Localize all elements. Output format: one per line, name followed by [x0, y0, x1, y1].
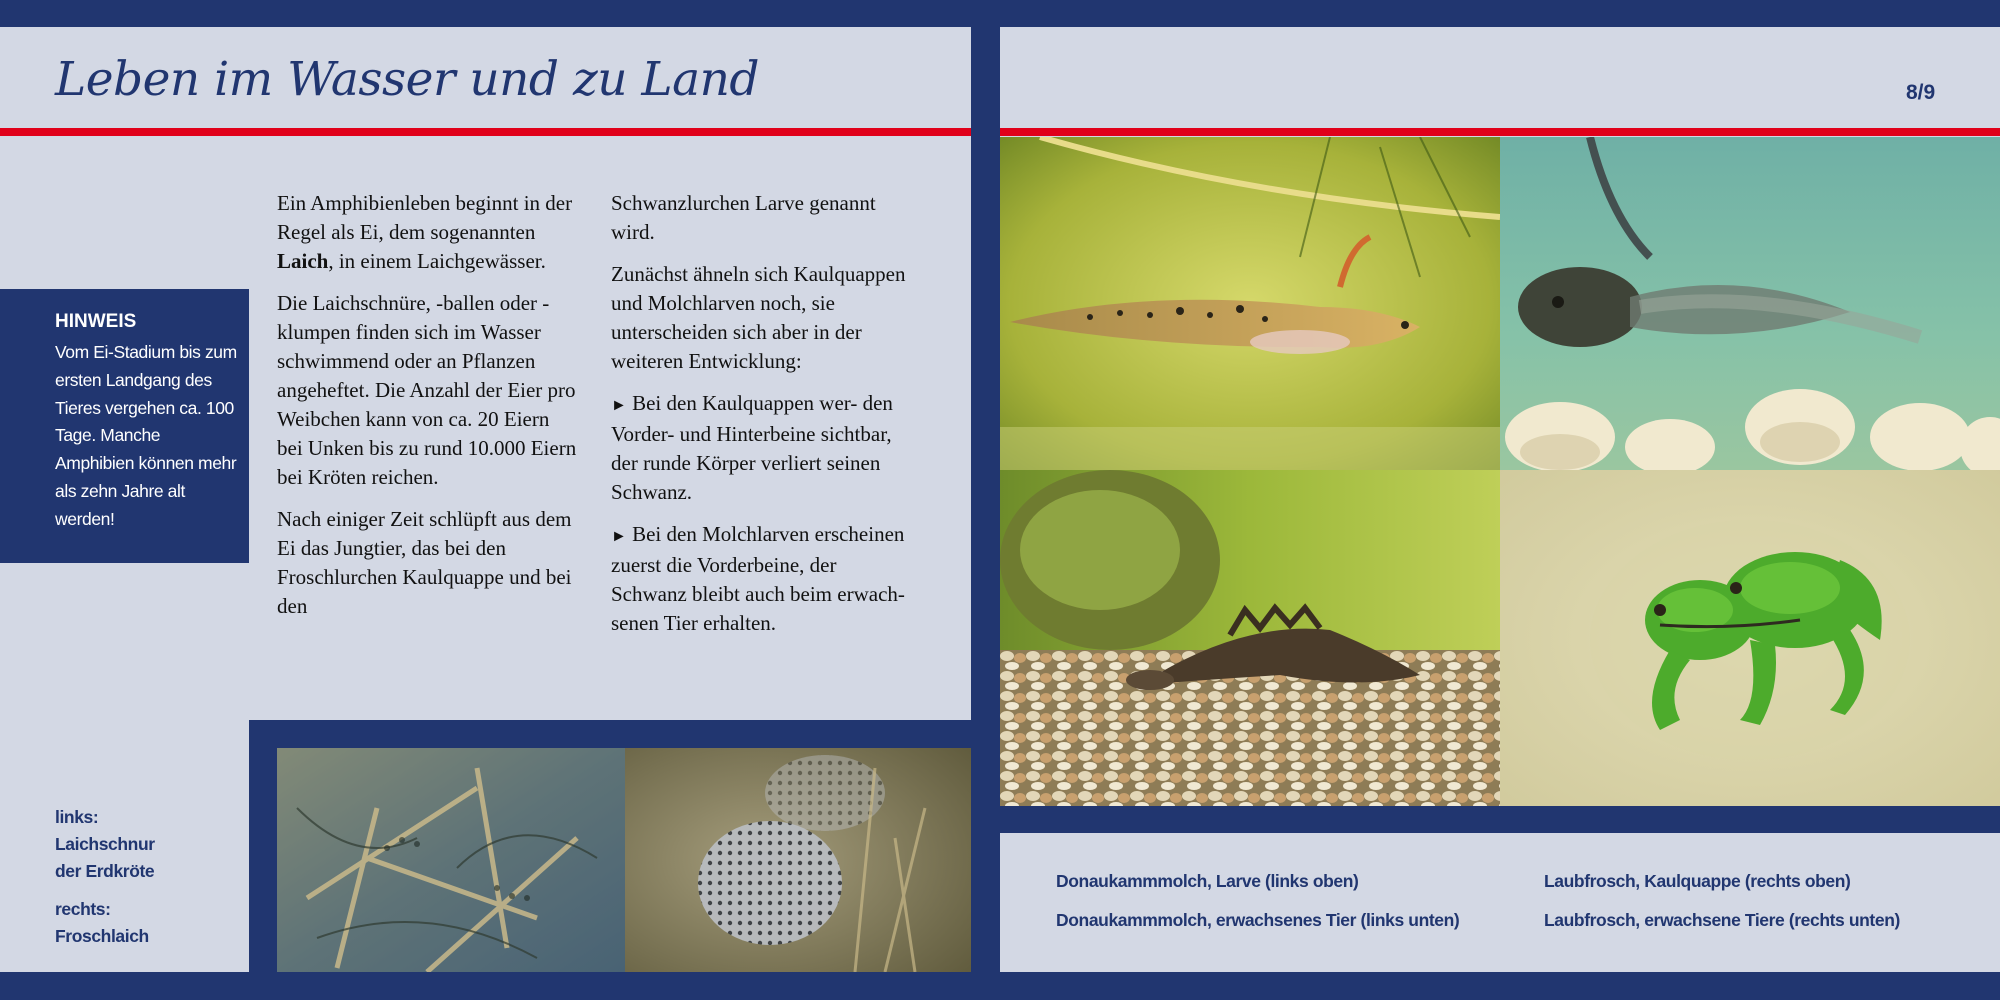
paragraph-4: Schwanzlurchen Larve genannt wird. — [611, 191, 876, 244]
caption-right-text: Froschlaich — [55, 926, 149, 946]
photo-tadpole — [1500, 137, 2000, 470]
bullet-arrow-icon: ► — [611, 528, 627, 545]
caption-panel-right — [1000, 833, 2000, 972]
caption-left-text-line-2: der Erdkröte — [55, 861, 155, 881]
text-column-1 — [277, 189, 577, 634]
caption-left-text-line-1: Laichschnur — [55, 834, 155, 854]
caption-left-photo — [55, 804, 155, 885]
photo-adult-newt — [1000, 470, 1500, 806]
photo-newt-larva — [1000, 137, 1500, 470]
hint-box — [0, 289, 249, 563]
caption-tree-frogs: Laubfrosch, erwachsene Tiere (rechts unten) — [1544, 910, 1900, 930]
bullet-2-text: Bei den Molchlarven erscheinen zuerst die Vorderbeine, der Schwanz bleibt auch beim erwach- senen Tier erhalten. — [611, 522, 905, 635]
red-rule-left — [0, 128, 971, 136]
hint-heading: HINWEIS — [55, 311, 137, 332]
caption-adult-newt: Donaukammmolch, erwachsenes Tier (links unten) — [1056, 910, 1460, 930]
paragraph-1-text: Ein Amphibienleben beginnt in der Regel als Ei, dem sogenannten — [277, 191, 573, 244]
paragraph-1-text-end: , in einem Laichgewässer. — [328, 249, 546, 273]
caption-newt-larva: Donaukammmolch, Larve (links oben) — [1056, 871, 1359, 891]
text-column-2 — [611, 189, 911, 651]
caption-right-label: rechts: — [55, 899, 111, 919]
photo-toad-spawn-string — [277, 748, 625, 972]
paragraph-3: Nach einiger Zeit schlüpft aus dem Ei das Jungtier, das bei den Froschlurchen Kaulquappe und bei den — [277, 507, 572, 618]
paragraph-5: Zunächst ähneln sich Kaulquappen und Molchlarven noch, sie unterscheiden sich aber in der weiteren Entwicklung: — [611, 262, 906, 373]
bullet-item-1 — [611, 389, 911, 507]
caption-left-label: links: — [55, 807, 99, 827]
bullet-1-text: Bei den Kaulquappen wer- den Vorder- und Hinterbeine sichtbar, der runde Körper verliert seinen Schwanz. — [611, 391, 893, 504]
paragraph-2: Die Laichschnüre, -ballen oder -klumpen finden sich im Wasser schwimmend oder an Pflanzen angeheftet. Die Anzahl der Eier pro Weibchen kann von ca. 20 Eiern bei Unken bis zu rund 10.000 Eiern bei Kröten reichen. — [277, 291, 577, 489]
photo-frog-spawn — [625, 748, 971, 972]
term-laich: Laich — [277, 249, 329, 273]
caption-tadpole: Laubfrosch, Kaulquappe (rechts oben) — [1544, 871, 1851, 891]
paragraph-1 — [277, 189, 577, 276]
bullet-arrow-icon: ► — [611, 397, 627, 414]
red-rule-right — [1000, 128, 2000, 136]
page-number: 8/9 — [1906, 81, 1936, 104]
page-title: Leben im Wasser und zu Land — [55, 52, 760, 107]
bullet-item-2 — [611, 520, 911, 638]
photo-tree-frogs — [1500, 470, 2000, 806]
hint-text: Vom Ei-Stadium bis zum ersten Landgang des Tieres vergehen ca. 100 Tage. Manche Amphibien können mehr als zehn Jahre alt werden! — [55, 342, 237, 529]
right-page-header-panel — [1000, 27, 2000, 137]
caption-right-photo — [55, 896, 149, 950]
